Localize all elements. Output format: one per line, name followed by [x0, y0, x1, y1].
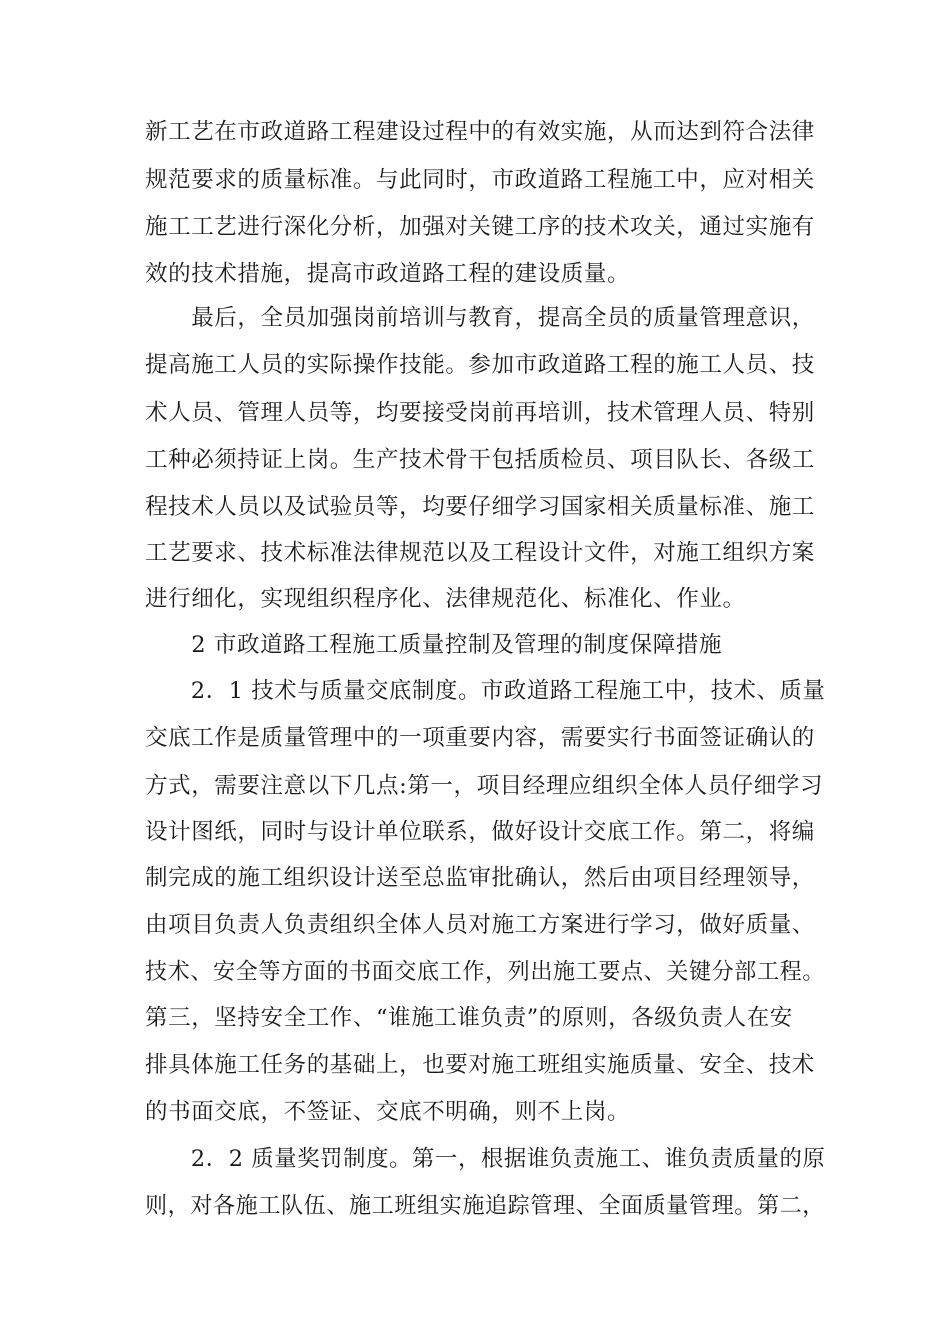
text-line: 效的技术措施，提高市政道路工程的建设质量。: [145, 261, 631, 287]
text-line: 程技术人员以及试验员等，均要仔细学习国家相关质量标准、施工: [145, 494, 815, 520]
text-line: 方式，需要注意以下几点:第一，项目经理应组织全体人员仔细学习: [145, 773, 824, 799]
text-line: 最后，全员加强岗前培训与教育，提高全员的质量管理意识，: [145, 305, 815, 331]
text-line: 则，对各施工队伍、施工班组实施追踪管理、全面质量管理。第二，: [145, 1193, 825, 1219]
text-line: 排具体施工任务的基础上，也要对施工班组实施质量、安全、技术: [145, 1052, 815, 1078]
text-line: 规范要求的质量标准。与此同时，市政道路工程施工中，应对相关: [145, 167, 815, 193]
text-line: 进行细化，实现组织程序化、法律规范化、标准化、作业。: [145, 586, 746, 612]
text-line: 交底工作是质量管理中的一项重要内容，需要实行书面签证确认的: [145, 725, 815, 751]
text-line: 第三，坚持安全工作、“谁施工谁负责”的原则，各级负责人在安: [145, 1005, 793, 1031]
section-heading: 2 市政道路工程施工质量控制及管理的制度保障措施: [145, 632, 723, 658]
text-line: 设计图纸，同时与设计单位联系，做好设计交底工作。第二，将编: [145, 819, 815, 845]
text-line: 2．1 技术与质量交底制度。市政道路工程施工中，技术、质量: [145, 678, 826, 704]
text-line: 提高施工人员的实际操作技能。参加市政道路工程的施工人员、技: [145, 352, 815, 378]
text-line: 的书面交底，不签证、交底不明确，则不上岗。: [145, 1099, 631, 1125]
text-line: 新工艺在市政道路工程建设过程中的有效实施，从而达到符合法律: [145, 119, 815, 145]
text-line: 2．2 质量奖罚制度。第一，根据谁负责施工、谁负责质量的原: [145, 1146, 826, 1172]
text-line: 工种必须持证上岗。生产技术骨干包括质检员、项目队长、各级工: [145, 447, 815, 473]
text-line: 技术、安全等方面的书面交底工作，列出施工要点、关键分部工程。: [145, 959, 825, 985]
text-line: 术人员、管理人员等，均要接受岗前再培训，技术管理人员、特别: [145, 400, 815, 426]
text-line: 由项目负责人负责组织全体人员对施工方案进行学习，做好质量、: [145, 912, 815, 938]
text-line: 工艺要求、技术标准法律规范以及工程设计文件，对施工组织方案: [145, 540, 815, 566]
text-line: 制完成的施工组织设计送至总监审批确认，然后由项目经理领导，: [145, 865, 815, 891]
text-line: 施工工艺进行深化分析，加强对关键工序的技术攻关，通过实施有: [145, 214, 815, 240]
